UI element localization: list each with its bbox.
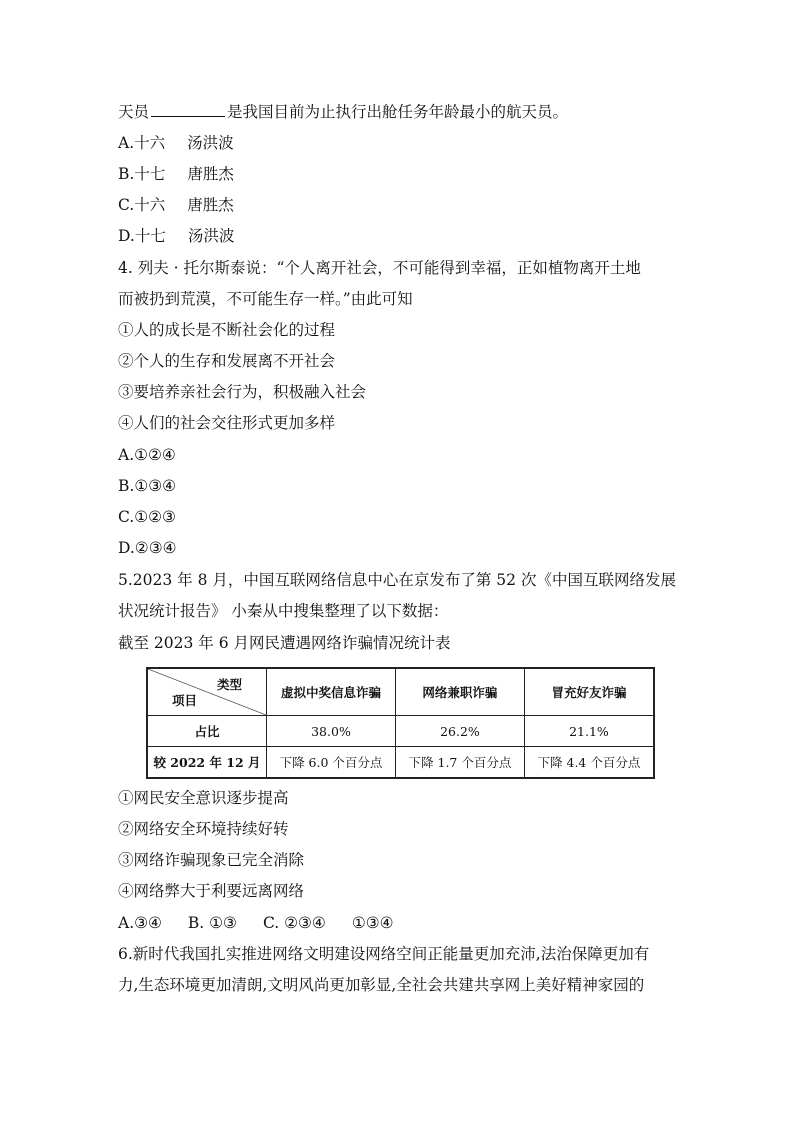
table-cell: 26.2% bbox=[395, 716, 524, 747]
q4-stem-line2: 而被扔到荒漠，不可能生存一样。”由此可知 bbox=[118, 290, 413, 308]
q5-table-title: 截至 2023 年 6 月网民遭遇网络诈骗情况统计表 bbox=[118, 634, 451, 652]
q4-option-a: A.①②④ bbox=[118, 446, 176, 464]
q4-statement-3: ③要培养亲社会行为，积极融入社会 bbox=[118, 383, 367, 401]
q3-option-d bbox=[118, 225, 234, 247]
q4-stem-line1: 4. 列夫 · 托尔斯泰说：“个人离开社会，不可能得到幸福，正如植物离开土地 bbox=[118, 259, 641, 277]
option-letter: B. bbox=[118, 165, 135, 183]
corner-type-label: 类型 bbox=[216, 677, 242, 692]
table-cell: 下降 1.7 个百分点 bbox=[395, 747, 524, 779]
table-cell: 21.1% bbox=[524, 716, 654, 747]
table-row bbox=[147, 716, 654, 747]
q3-stem-part1: 天员 bbox=[118, 103, 150, 121]
option-name: 唐胜杰 bbox=[187, 165, 234, 183]
q5-statement-1: ①网民安全意识逐步提高 bbox=[118, 789, 289, 807]
q6-stem-line2: 力,生态环境更加清朗,文明风尚更加彰显,全社会共建共享网上美好精神家园的 bbox=[118, 976, 645, 994]
q5-stem-line1: 5.2023 年 8 月，中国互联网络信息中心在京发布了第 52 次《中国互联网络发展 bbox=[118, 571, 676, 589]
q4-option-b: B.①③④ bbox=[118, 477, 177, 495]
option-name: 汤洪波 bbox=[187, 227, 235, 245]
column-header: 网络兼职诈骗 bbox=[395, 668, 524, 716]
option-number: 十六 bbox=[134, 134, 166, 152]
table-header-row bbox=[147, 668, 654, 716]
column-header: 冒充好友诈骗 bbox=[524, 668, 654, 716]
fraud-statistics-table bbox=[146, 667, 655, 779]
q4-option-c: C.①②③ bbox=[118, 508, 176, 526]
q4-option-d: D.②③④ bbox=[118, 539, 177, 557]
row-label: 较 2022 年 12 月 bbox=[147, 747, 267, 779]
q5-option-c: C. ②③④ bbox=[262, 914, 326, 932]
q5-stem-line2: 状况统计报告》 小秦从中搜集整理了以下数据： bbox=[118, 602, 449, 620]
table-row bbox=[147, 747, 654, 779]
table-corner-cell bbox=[147, 668, 267, 716]
option-name: 汤洪波 bbox=[187, 134, 234, 152]
option-letter: D. bbox=[118, 227, 135, 245]
column-header: 虚拟中奖信息诈骗 bbox=[267, 668, 396, 716]
q3-option-c bbox=[118, 194, 234, 216]
q4-statement-2: ②个人的生存和发展离不开社会 bbox=[118, 352, 336, 370]
option-letter: A. bbox=[118, 134, 135, 152]
q4-statement-4: ④人们的社会交往形式更加多样 bbox=[118, 414, 336, 432]
q3-stem bbox=[118, 101, 568, 123]
q3-option-b bbox=[118, 163, 234, 185]
option-name: 唐胜杰 bbox=[187, 196, 234, 214]
q3-stem-part2: 是我国目前为止执行出舱任务年龄最小的航天员。 bbox=[227, 103, 569, 121]
q5-statement-3: ③网络诈骗现象已完全消除 bbox=[118, 851, 305, 869]
table-cell: 38.0% bbox=[267, 716, 396, 747]
answer-blank bbox=[151, 102, 225, 117]
corner-item-label: 项目 bbox=[172, 693, 198, 708]
table-cell: 下降 4.4 个百分点 bbox=[524, 747, 654, 779]
q5-option-a: A.③④ bbox=[118, 914, 162, 932]
option-number: 十七 bbox=[134, 165, 166, 183]
q4-statement-1: ①人的成长是不断社会化的过程 bbox=[118, 321, 336, 339]
q5-option-d: ①③④ bbox=[351, 914, 394, 932]
q3-option-a bbox=[118, 132, 234, 154]
q6-stem-line1: 6.新时代我国扎实推进网络文明建设网络空间正能量更加充沛,法治保障更加有 bbox=[118, 945, 650, 963]
q5-options bbox=[118, 912, 394, 934]
option-number: 十七 bbox=[134, 227, 166, 245]
option-letter: C. bbox=[118, 196, 135, 214]
q5-statement-4: ④网络弊大于利要远离网络 bbox=[118, 882, 305, 900]
q5-option-b: B. ①③ bbox=[187, 914, 237, 932]
table-cell: 下降 6.0 个百分点 bbox=[267, 747, 396, 779]
q5-statement-2: ②网络安全环境持续好转 bbox=[118, 820, 289, 838]
row-label: 占比 bbox=[147, 716, 267, 747]
option-number: 十六 bbox=[134, 196, 166, 214]
